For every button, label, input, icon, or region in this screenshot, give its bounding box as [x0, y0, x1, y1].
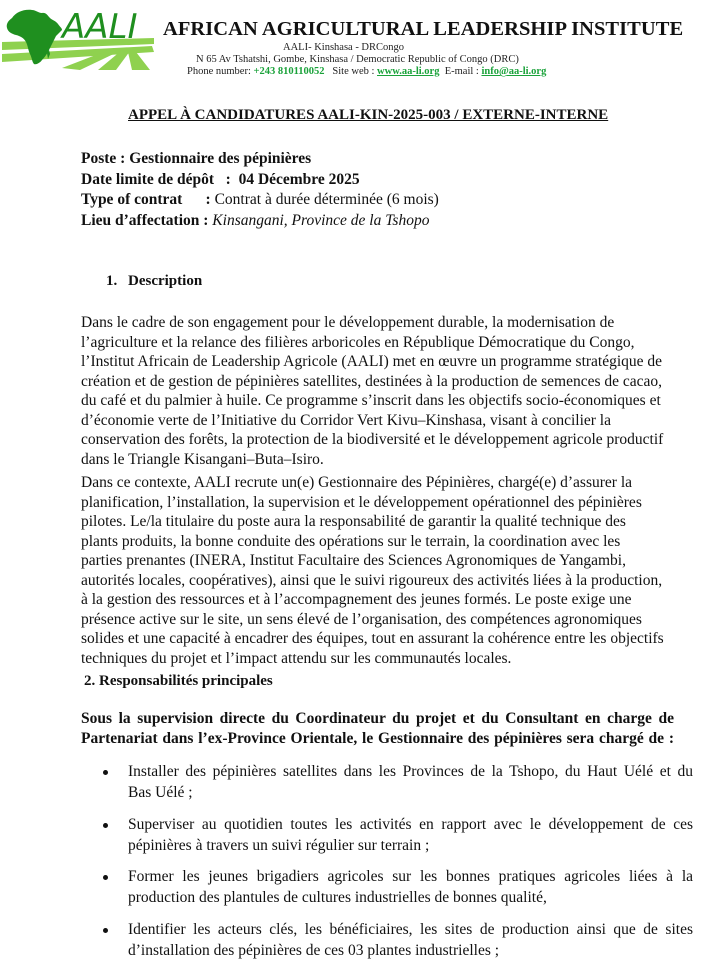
responsibilities-intro — [81, 709, 674, 748]
text-line: Superviser au quotidien toutes les activités en rapport avec le développement de ces — [128, 815, 693, 833]
africa-map-icon — [2, 4, 154, 70]
description-paragraph-1 — [81, 313, 681, 469]
deadline-value: 04 Décembre 2025 — [238, 170, 360, 188]
text-line: Installer des pépinières satellites dans les Provinces de la Tshopo, du Haut Uélé et du — [128, 763, 693, 780]
organization-address: N 65 Av Tshatshi, Gombe, Kinshasa / Democratic Republic of Congo (DRC) — [196, 54, 519, 65]
text-line: autorités locales, coopératives), ainsi que le suivi rigoureux des activités liées à la production, — [81, 571, 663, 589]
job-info — [81, 149, 439, 231]
text-line: l’agriculture et la relance des filières arboricoles en République Démocratique du Congo, — [81, 333, 635, 351]
position-row — [81, 149, 439, 170]
svg-text:AALI: AALI — [62, 7, 138, 47]
phone-number: +243 810110052 — [253, 66, 325, 77]
bullet-icon — [103, 823, 108, 828]
text-line: du café et du palmier à huile. Ce programme s’inscrit dans les objectifs socio-économiques et — [81, 392, 661, 409]
position-label: Poste : — [81, 150, 130, 167]
text-line: création et de gestion de pépinières satellites, destinées à la production de semences de cacao, — [81, 372, 663, 390]
email-link[interactable]: info@aa-li.org — [481, 66, 547, 77]
section-heading-responsibilities: 2. Responsabilités principales — [84, 673, 273, 689]
text-line: techniques du projet et l’impact attendu sur les communautés locales. — [81, 649, 512, 667]
text-line: Bas Uélé ; — [128, 784, 193, 801]
text-line: d’installation des pépinières de ces 03 plantes industrielles ; — [128, 941, 500, 959]
location-value: Kinsangani, Province de la Tshopo — [212, 211, 430, 229]
responsibilities-list — [100, 761, 700, 971]
text-line: pilotes. Le/la titulaire du poste aura la responsabilité de garantir la qualité technique des — [81, 513, 626, 530]
text-line: Identifier les acteurs clés, les bénéficiaires, les sites de production ainsi que de sites — [128, 920, 693, 938]
phone-label: Phone number: — [187, 66, 254, 77]
location-row — [81, 211, 439, 232]
text-line: dans le Triangle Kisangani–Buta–Isiro. — [81, 450, 324, 468]
contract-value: Contrat à durée déterminée (6 mois) — [214, 191, 439, 208]
text-line: à la gestion des ressources et à l’accompagnement des jeunes formés. Le poste exige une — [81, 591, 632, 608]
text-line: plants produits, la bonne conduite des opérations sur le terrain, la coordination avec les — [81, 532, 621, 550]
deadline-label: Date limite de dépôt : — [81, 170, 239, 188]
email-label: E-mail : — [444, 66, 482, 77]
organization-subtitle: AALI- Kinshasa - DRCongo — [283, 42, 405, 53]
section-title: Description — [128, 273, 203, 289]
text-line: l’Institut Africain de Leadership Agricole (AALI) met en œuvre un programme stratégique de — [81, 353, 663, 370]
text-line: Partenariat dans l’ex-Province Orientale, le Gestionnaire des pépinières sera chargé de : — [81, 729, 674, 747]
text-line: pépinières à travers un suivi régulier sur terrain ; — [128, 836, 430, 854]
website-label: Site web : — [332, 66, 378, 77]
text-line: Former les jeunes brigadiers agricoles sur les bonnes pratiques agricoles liées à la — [128, 868, 693, 885]
text-line: production des plantules de cultures industrielles de bonnes qualité, — [128, 889, 547, 906]
list-item — [100, 761, 693, 803]
contract-label: Type of contrat : — [81, 191, 215, 208]
list-item — [100, 866, 693, 908]
contact-line — [187, 66, 546, 78]
contract-row — [81, 190, 439, 211]
bullet-icon — [103, 770, 108, 775]
organization-name: AFRICAN AGRICULTURAL LEADERSHIP INSTITUTE — [163, 18, 684, 40]
text-line: parties prenantes (INERA, Institut Facultaire des Sciences Agronomiques de Yangambi, — [81, 552, 626, 569]
position-value: Gestionnaire des pépinières — [129, 150, 312, 167]
list-item — [100, 814, 693, 856]
section-heading-description — [106, 273, 202, 290]
text-line: Dans le cadre de son engagement pour le développement durable, la modernisation de — [81, 314, 615, 331]
text-line: d’économie verte de l’Initiative du Corridor Vert Kivu–Kinshasa, visant à concilier la — [81, 411, 611, 429]
text-line: présence active sur le site, un sens élevé de l’organisation, des compétences agronomiques — [81, 610, 642, 628]
text-line: conservation des forêts, la protection de la biodiversité et le développement agricole productif — [81, 431, 664, 448]
website-link[interactable]: www.aa-li.org — [377, 66, 440, 77]
deadline-row — [81, 170, 439, 191]
list-item — [100, 919, 693, 961]
bullet-icon — [103, 928, 108, 933]
location-label: Lieu d’affectation : — [81, 211, 213, 229]
description-paragraph-2 — [81, 473, 681, 668]
bullet-icon — [103, 875, 108, 880]
text-line: solides et une capacité à encadrer des équipes, tout en assurant la cohérence entre les objectifs — [81, 630, 664, 647]
aali-logo — [2, 4, 154, 70]
text-line: Dans ce contexte, AALI recrute un(e) Gestionnaire des Pépinières, chargé(e) d’assurer la — [81, 474, 633, 491]
text-line: Sous la supervision directe du Coordinateur du projet et du Consultant en charge de — [81, 710, 674, 727]
text-line: planification, l’installation, la supervision et le développement opérationnel des pépinières — [81, 493, 642, 511]
section-number: 1. — [106, 273, 118, 289]
document-title: APPEL À CANDIDATURES AALI-KIN-2025-003 / EXTERNE-INTERNE — [128, 107, 609, 123]
